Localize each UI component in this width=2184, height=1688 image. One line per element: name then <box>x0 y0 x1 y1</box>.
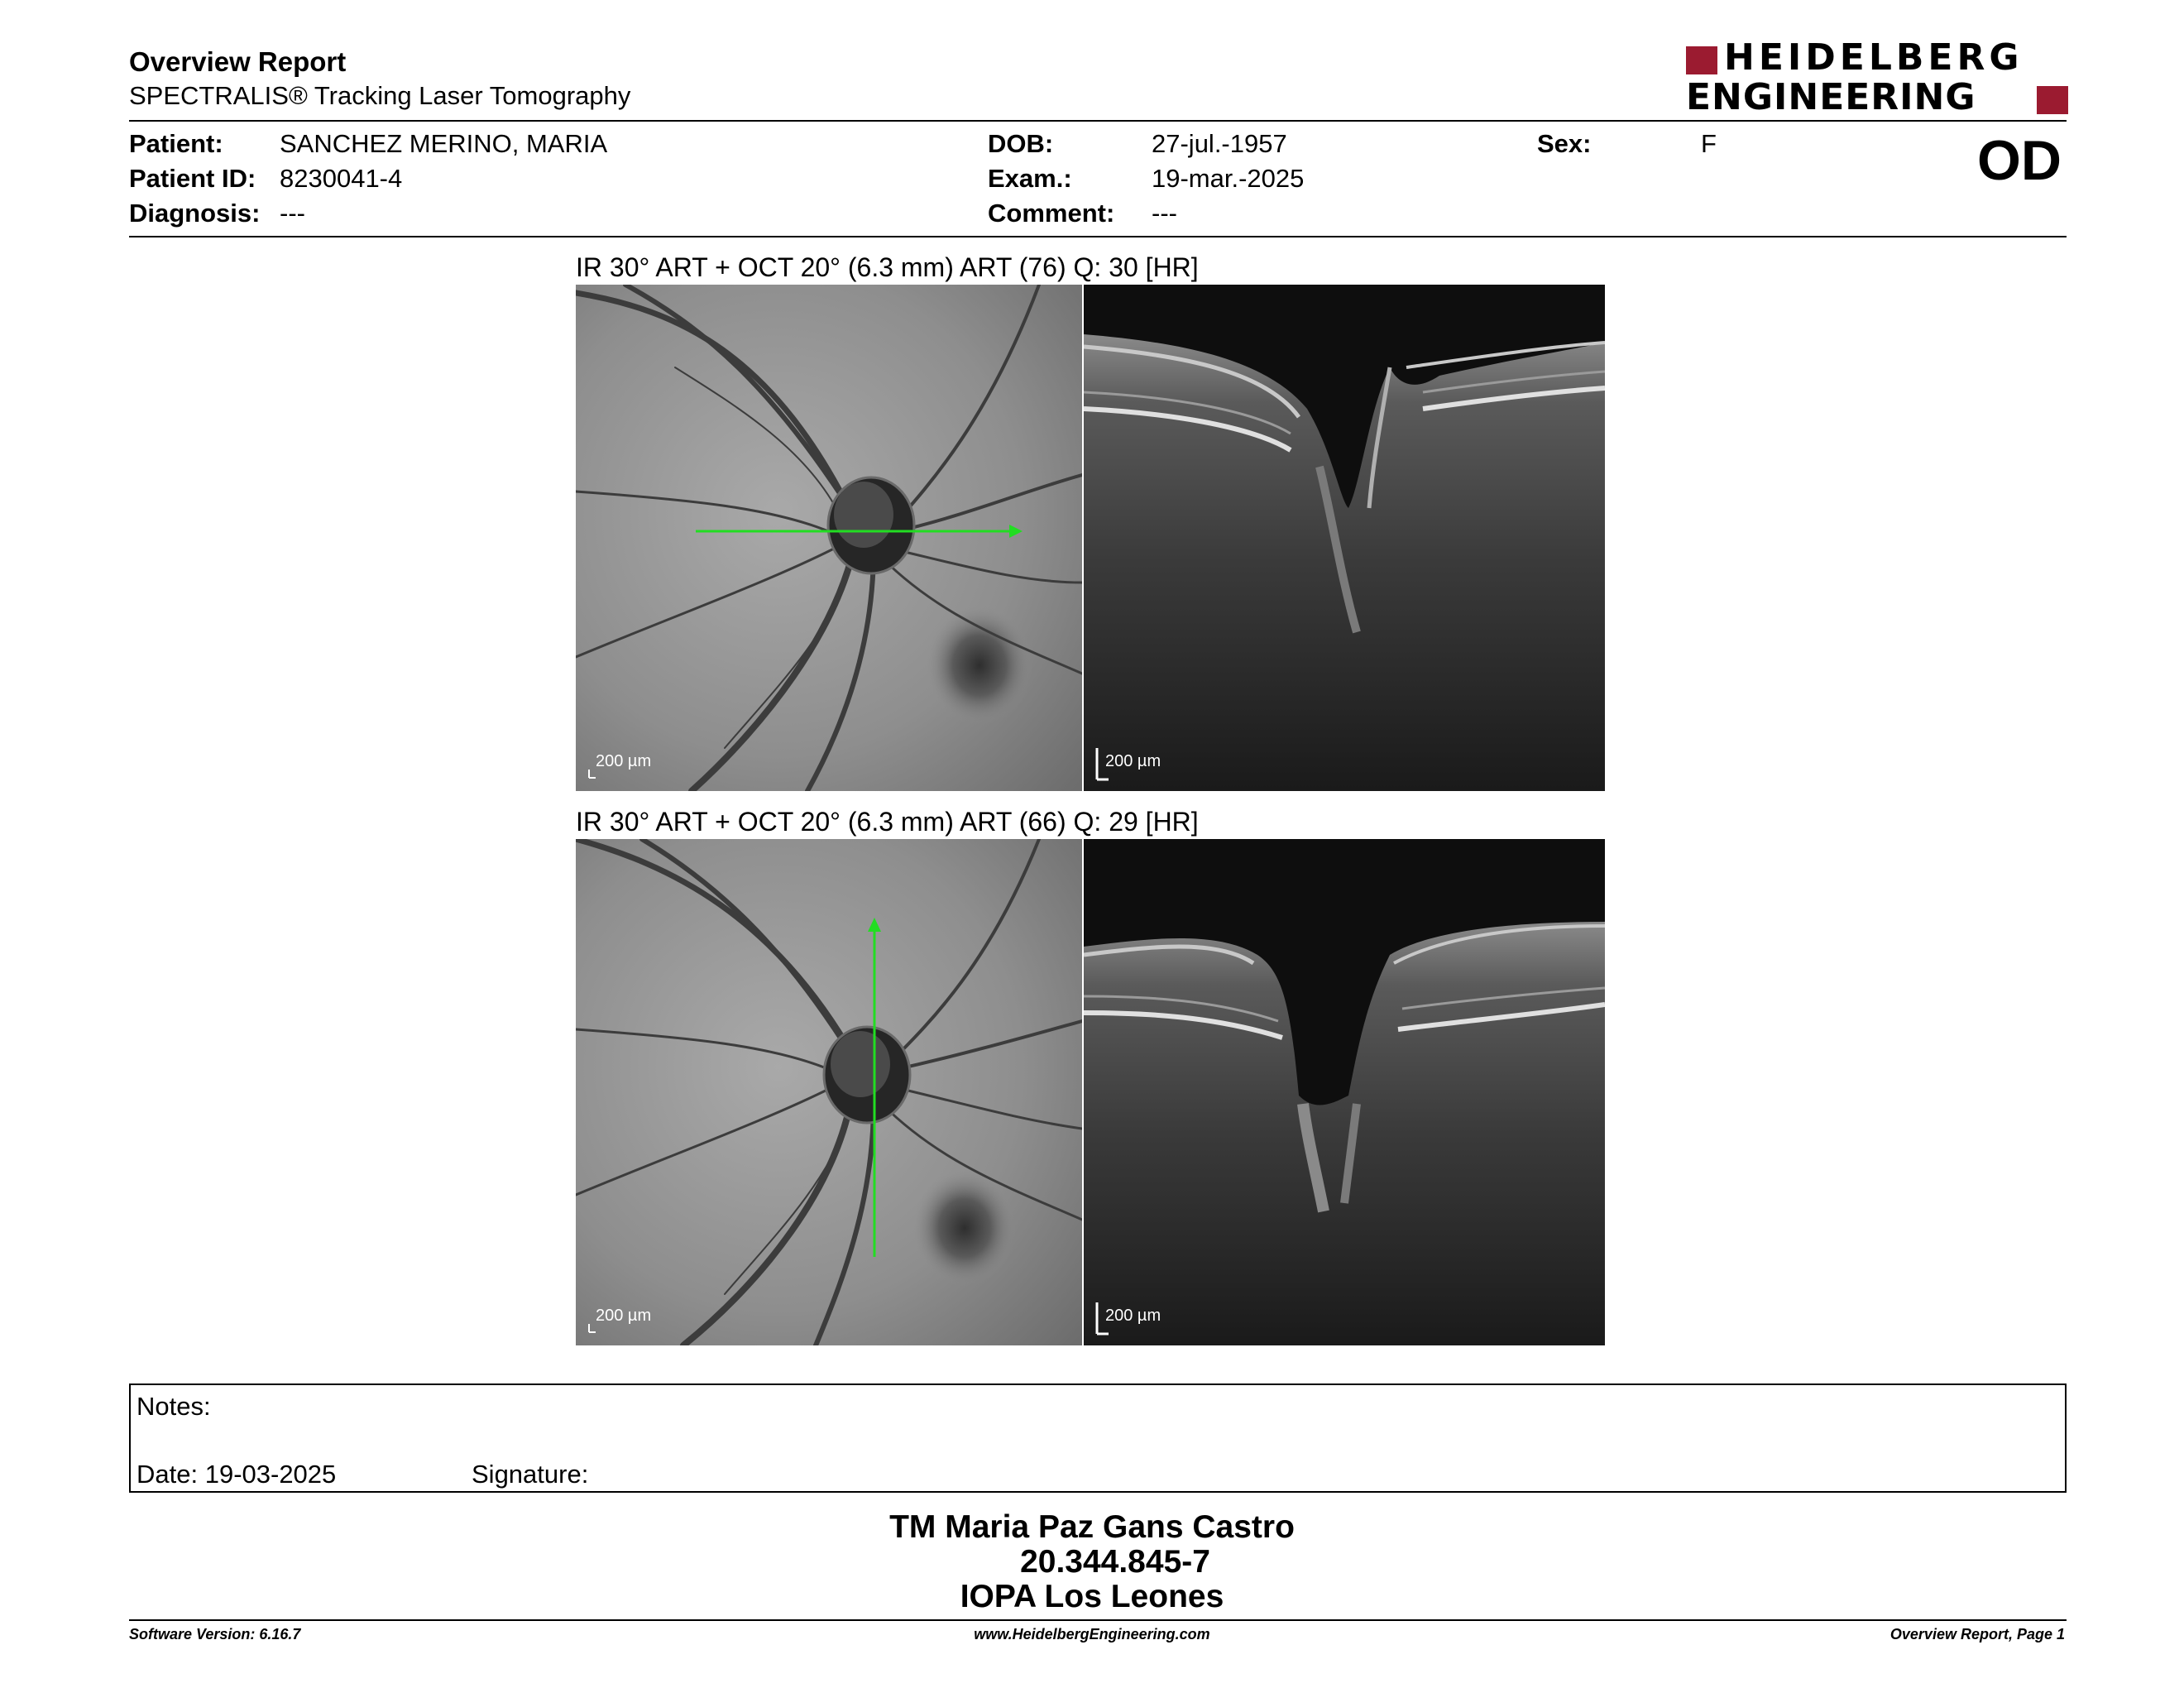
scale-bar-label: 200 µm <box>1105 1307 1161 1325</box>
scale-bar-label: 200 µm <box>596 752 652 770</box>
header-rule <box>129 120 2067 122</box>
sex-value: F <box>1701 129 1717 158</box>
fundus-image <box>576 285 1082 791</box>
notes-box[interactable] <box>129 1383 2067 1493</box>
oct-bscan-image <box>1084 839 1605 1345</box>
report-title: Overview Report <box>129 46 347 77</box>
comment-label: Comment: <box>988 199 1115 228</box>
patient-name: SANCHEZ MERINO, MARIA <box>280 129 608 158</box>
patient-id-label: Patient ID: <box>129 164 256 193</box>
logo-square-right <box>2037 86 2068 114</box>
heidelberg-logo <box>1686 36 2068 118</box>
dob-value: 27-jul.-1957 <box>1152 129 1287 158</box>
scan-caption: IR 30° ART + OCT 20° (6.3 mm) ART (76) Q: 30 [HR] <box>576 252 1199 282</box>
exam-label: Exam.: <box>988 164 1072 193</box>
software-version: Software Version: 6.16.7 <box>129 1626 301 1642</box>
date-label: Date: 19-03-2025 <box>136 1460 337 1489</box>
scan-caption: IR 30° ART + OCT 20° (6.3 mm) ART (66) Q: 29 [HR] <box>576 807 1199 837</box>
comment-value: --- <box>1152 199 1177 228</box>
exam-value: 19-mar.-2025 <box>1152 164 1305 193</box>
diagnosis-value: --- <box>280 199 305 228</box>
patient-id: 8230041-4 <box>280 164 403 193</box>
logo-text-line2: ENGINEERING <box>1686 76 1976 118</box>
notes-label: Notes: <box>136 1392 211 1421</box>
signatory-id: 20.344.845-7 <box>1020 1544 1210 1580</box>
dob-label: DOB: <box>988 129 1054 158</box>
signatory-institution: IOPA Los Leones <box>960 1579 1224 1614</box>
footer-rule <box>129 1619 2067 1621</box>
diagnosis-label: Diagnosis: <box>129 199 261 228</box>
sex-label: Sex: <box>1537 129 1592 158</box>
eye-indicator: OD <box>1977 129 2062 192</box>
patient-rule <box>129 236 2067 237</box>
signature-label: Signature: <box>472 1460 589 1489</box>
report-subtitle: SPECTRALIS® Tracking Laser Tomography <box>129 81 631 110</box>
page-indicator: Overview Report, Page 1 <box>1889 1626 2065 1642</box>
patient-label: Patient: <box>129 129 223 158</box>
website-link[interactable]: www.HeidelbergEngineering.com <box>974 1626 1210 1642</box>
oct-bscan-image <box>1084 285 1605 791</box>
logo-square-left <box>1686 46 1717 74</box>
logo-text-line1: HEIDELBERG <box>1724 36 2024 79</box>
signatory-name: TM Maria Paz Gans Castro <box>889 1509 1295 1545</box>
scale-bar-label: 200 µm <box>596 1307 652 1325</box>
fundus-image <box>576 839 1082 1345</box>
scale-bar-label: 200 µm <box>1105 752 1161 770</box>
